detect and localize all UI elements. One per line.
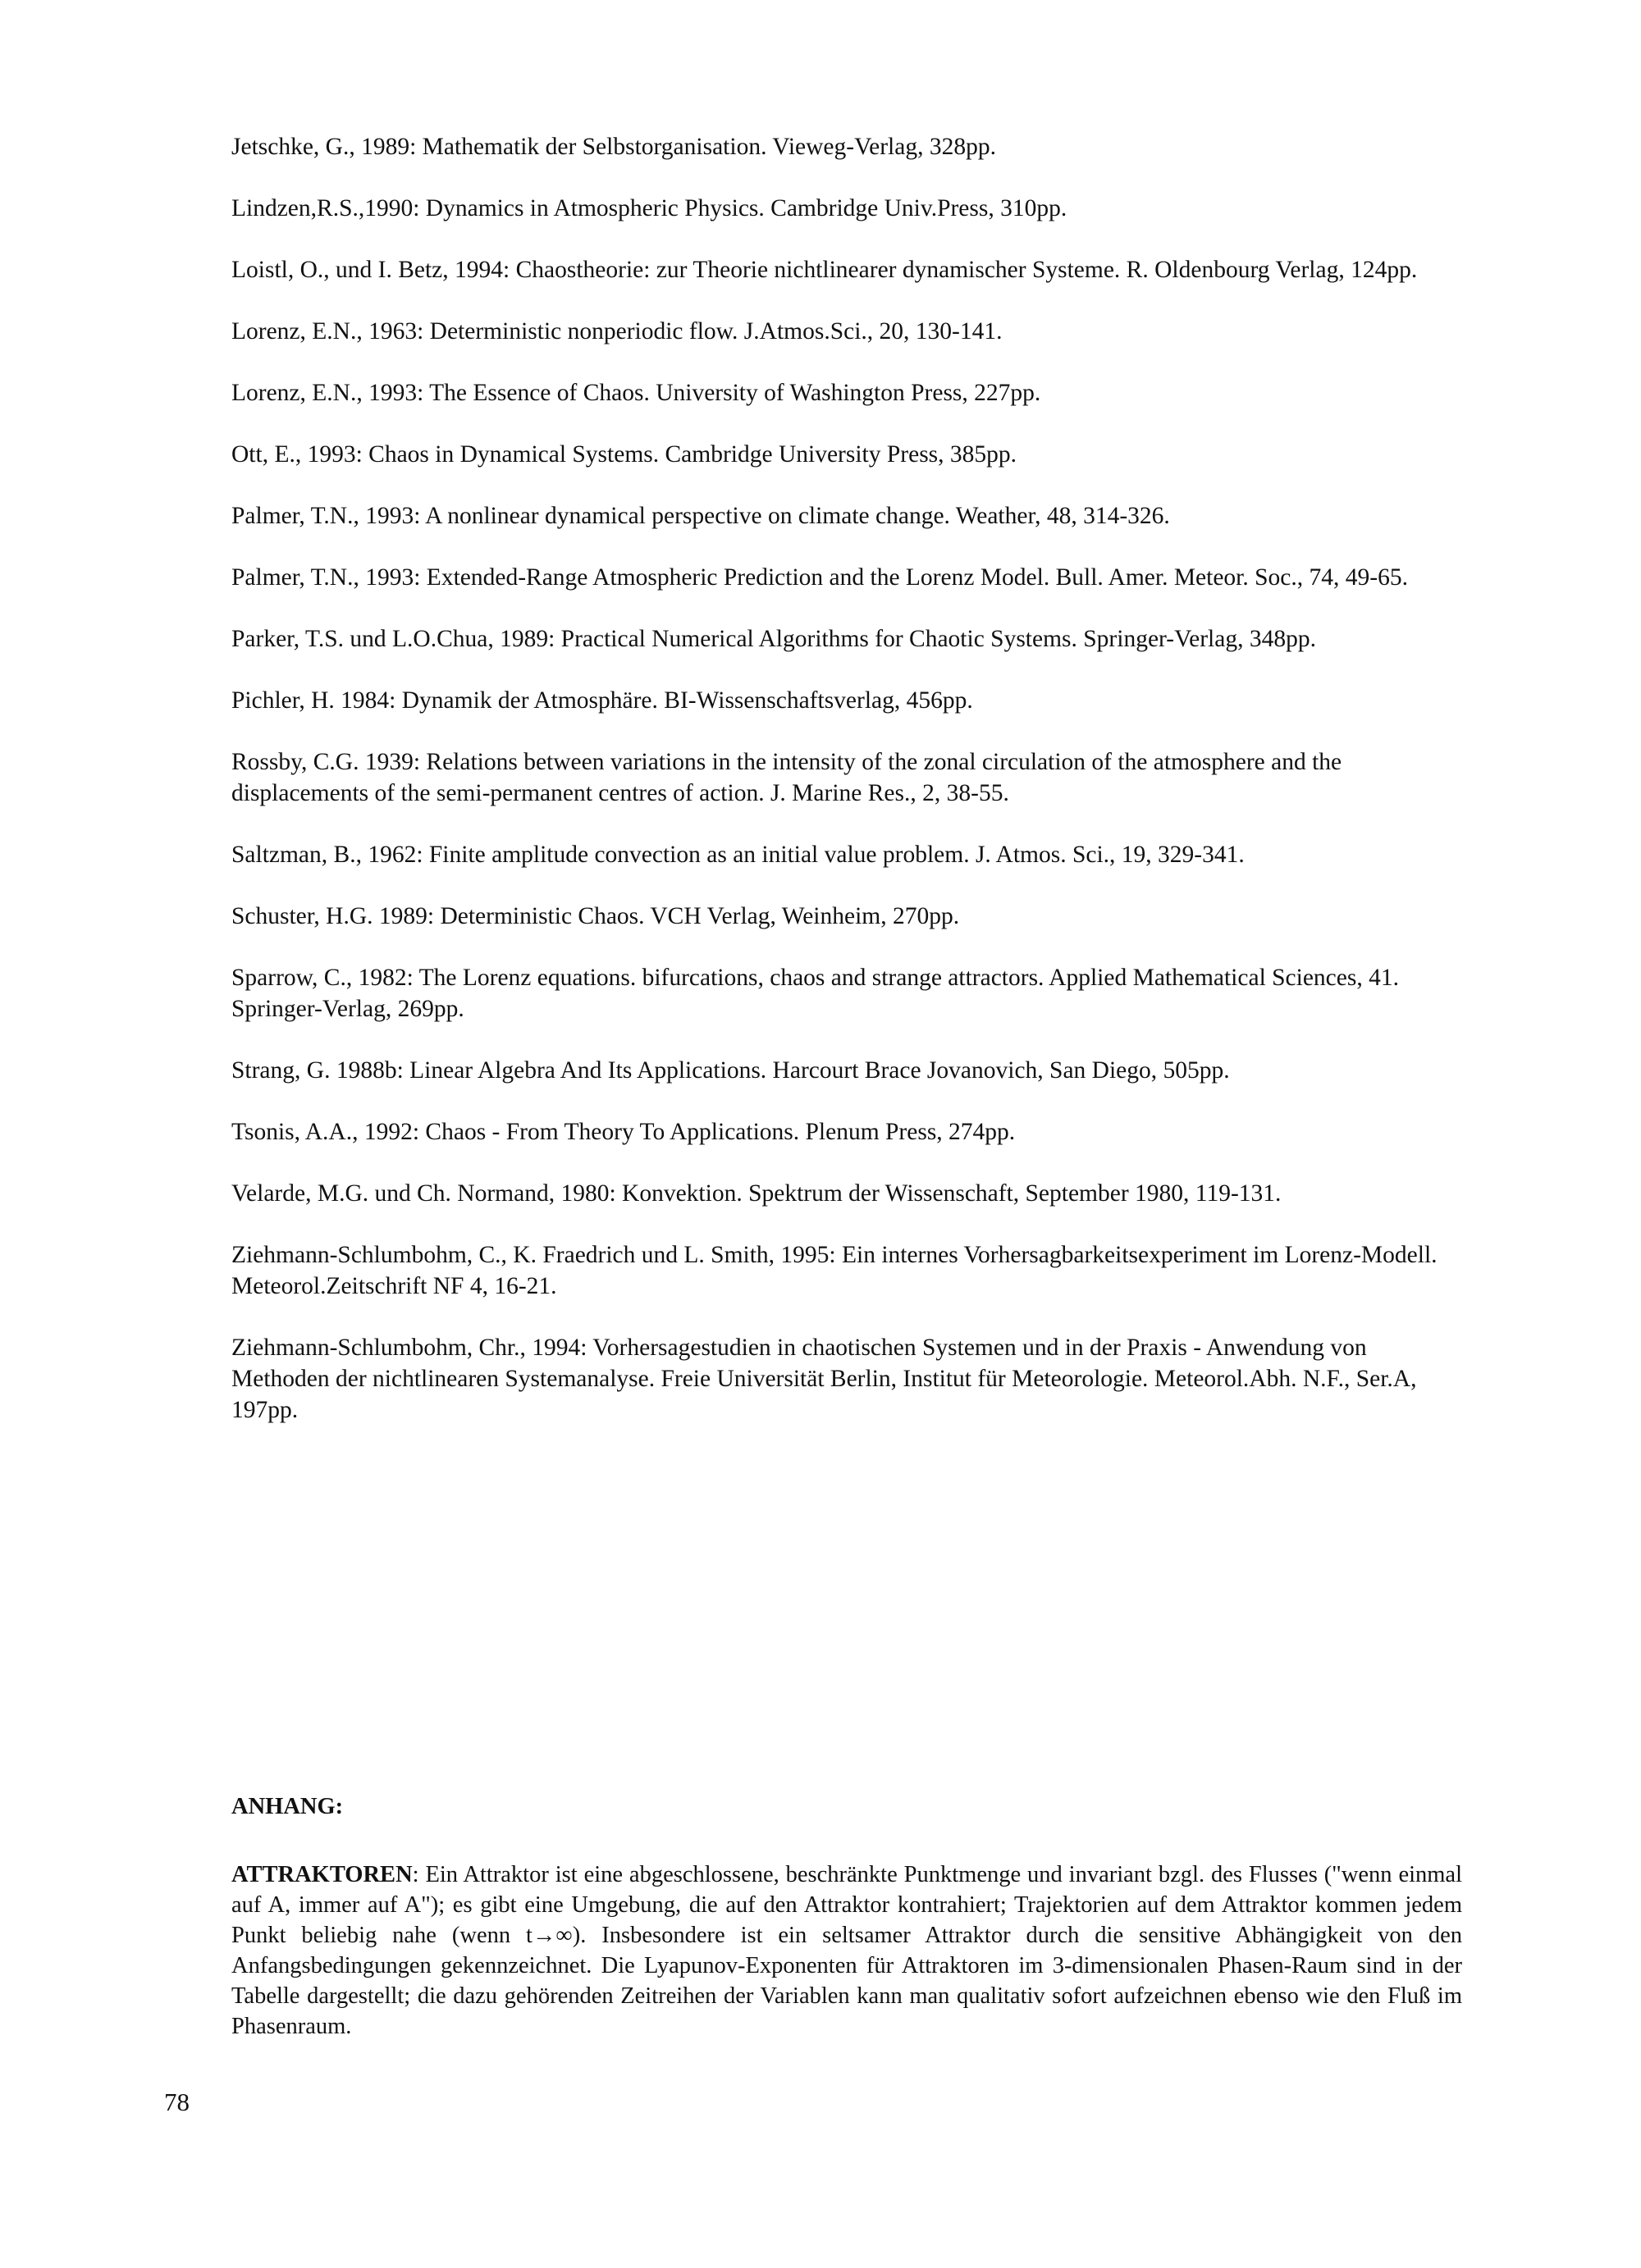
reference-entry: Velarde, M.G. und Ch. Normand, 1980: Konvektion. Spektrum der Wissenschaft, September 1980, 119-131. [231,1180,1282,1207]
reference-entry: Lorenz, E.N., 1963: Deterministic nonperiodic flow. J.Atmos.Sci., 20, 130-141. [231,318,1003,345]
reference-entry: Ziehmann-Schlumbohm, Chr., 1994: Vorhersagestudien in chaotischen Systemen und in der Praxis - Anwendung von Methoden der nichtlinearen Systemanalyse. Freie Universität Berlin, Institut für Meteorologie. Meteorol.Abh. N.F., Ser.A, 197pp. [231,1335,1417,1423]
attractor-term: ATTRAKTOREN [231,1862,413,1887]
reference-entry: Strang, G. 1988b: Linear Algebra And Its Applications. Harcourt Brace Jovanovich, San Diego, 505pp. [231,1057,1230,1084]
page-number: 78 [164,2088,190,2116]
reference-entry: Sparrow, C., 1982: The Lorenz equations. bifurcations, chaos and strange attractors. Applied Mathematical Sciences, 41. Springer-Verlag, 269pp. [231,965,1399,1022]
appendix-heading: ANHANG: [231,1794,344,1819]
reference-entry: Tsonis, A.A., 1992: Chaos - From Theory To Applications. Plenum Press, 274pp. [231,1119,1016,1145]
reference-entry: Jetschke, G., 1989: Mathematik der Selbstorganisation. Vieweg-Verlag, 328pp. [231,134,996,160]
reference-entry: Schuster, H.G. 1989: Deterministic Chaos. VCH Verlag, Weinheim, 270pp. [231,903,960,929]
reference-entry: Saltzman, B., 1962: Finite amplitude convection as an initial value problem. J. Atmos. Sci., 19, 329-341. [231,842,1245,868]
attractor-definition: : Ein Attraktor ist eine abgeschlossene, beschränkte Punktmenge und invariant bzgl. des Flusses ("wenn einmal auf A, immer auf A"); es gibt eine Umgebung, die auf den Attraktor kontrahiert; Trajektorien auf dem Attraktor kommen jedem Punkt beliebig nahe (wenn t→∞). Insbesondere ist ein seltsamer Attraktor durch die sensitive Abhängigkeit von den Anfangsbedingungen gekennzeichnet. Die Lyapunov-Exponenten für Attraktoren im 3-dimensionalen Phasen-Raum sind in der Tabelle dargestellt; die dazu gehörenden Zeitreihen der Variablen kann man qualitativ sofort aufzeichnen ebenso wie den Fluß im Phasenraum. [231,1862,1462,2039]
reference-entry: Ziehmann-Schlumbohm, C., K. Fraedrich und L. Smith, 1995: Ein internes Vorhersagbarkeitsexperiment im Lorenz-Modell. Meteorol.Zeitschrift NF 4, 16-21. [231,1242,1438,1299]
reference-entry: Parker, T.S. und L.O.Chua, 1989: Practical Numerical Algorithms for Chaotic Systems. Springer-Verlag, 348pp. [231,626,1316,652]
reference-entry: Lorenz, E.N., 1993: The Essence of Chaos. University of Washington Press, 227pp. [231,380,1041,406]
appendix-section [231,1791,1462,2042]
reference-entry: Palmer, T.N., 1993: Extended-Range Atmospheric Prediction and the Lorenz Model. Bull. Amer. Meteor. Soc., 74, 49-65. [231,564,1408,591]
reference-entry: Rossby, C.G. 1939: Relations between variations in the intensity of the zonal circulation of the atmosphere and the displacements of the semi-permanent centres of action. J. Marine Res., 2, 38-55. [231,749,1342,806]
reference-entry: Ott, E., 1993: Chaos in Dynamical Systems. Cambridge University Press, 385pp. [231,441,1017,468]
reference-list [231,131,1470,1456]
reference-entry: Palmer, T.N., 1993: A nonlinear dynamical perspective on climate change. Weather, 48, 314-326. [231,503,1170,529]
reference-entry: Lindzen,R.S.,1990: Dynamics in Atmospheric Physics. Cambridge Univ.Press, 310pp. [231,195,1067,221]
appendix-paragraph [231,1860,1462,2042]
reference-entry: Loistl, O., und I. Betz, 1994: Chaostheorie: zur Theorie nichtlinearer dynamischer Systeme. R. Oldenbourg Verlag, 124pp. [231,257,1418,283]
reference-entry: Pichler, H. 1984: Dynamik der Atmosphäre. BI-Wissenschaftsverlag, 456pp. [231,687,973,714]
